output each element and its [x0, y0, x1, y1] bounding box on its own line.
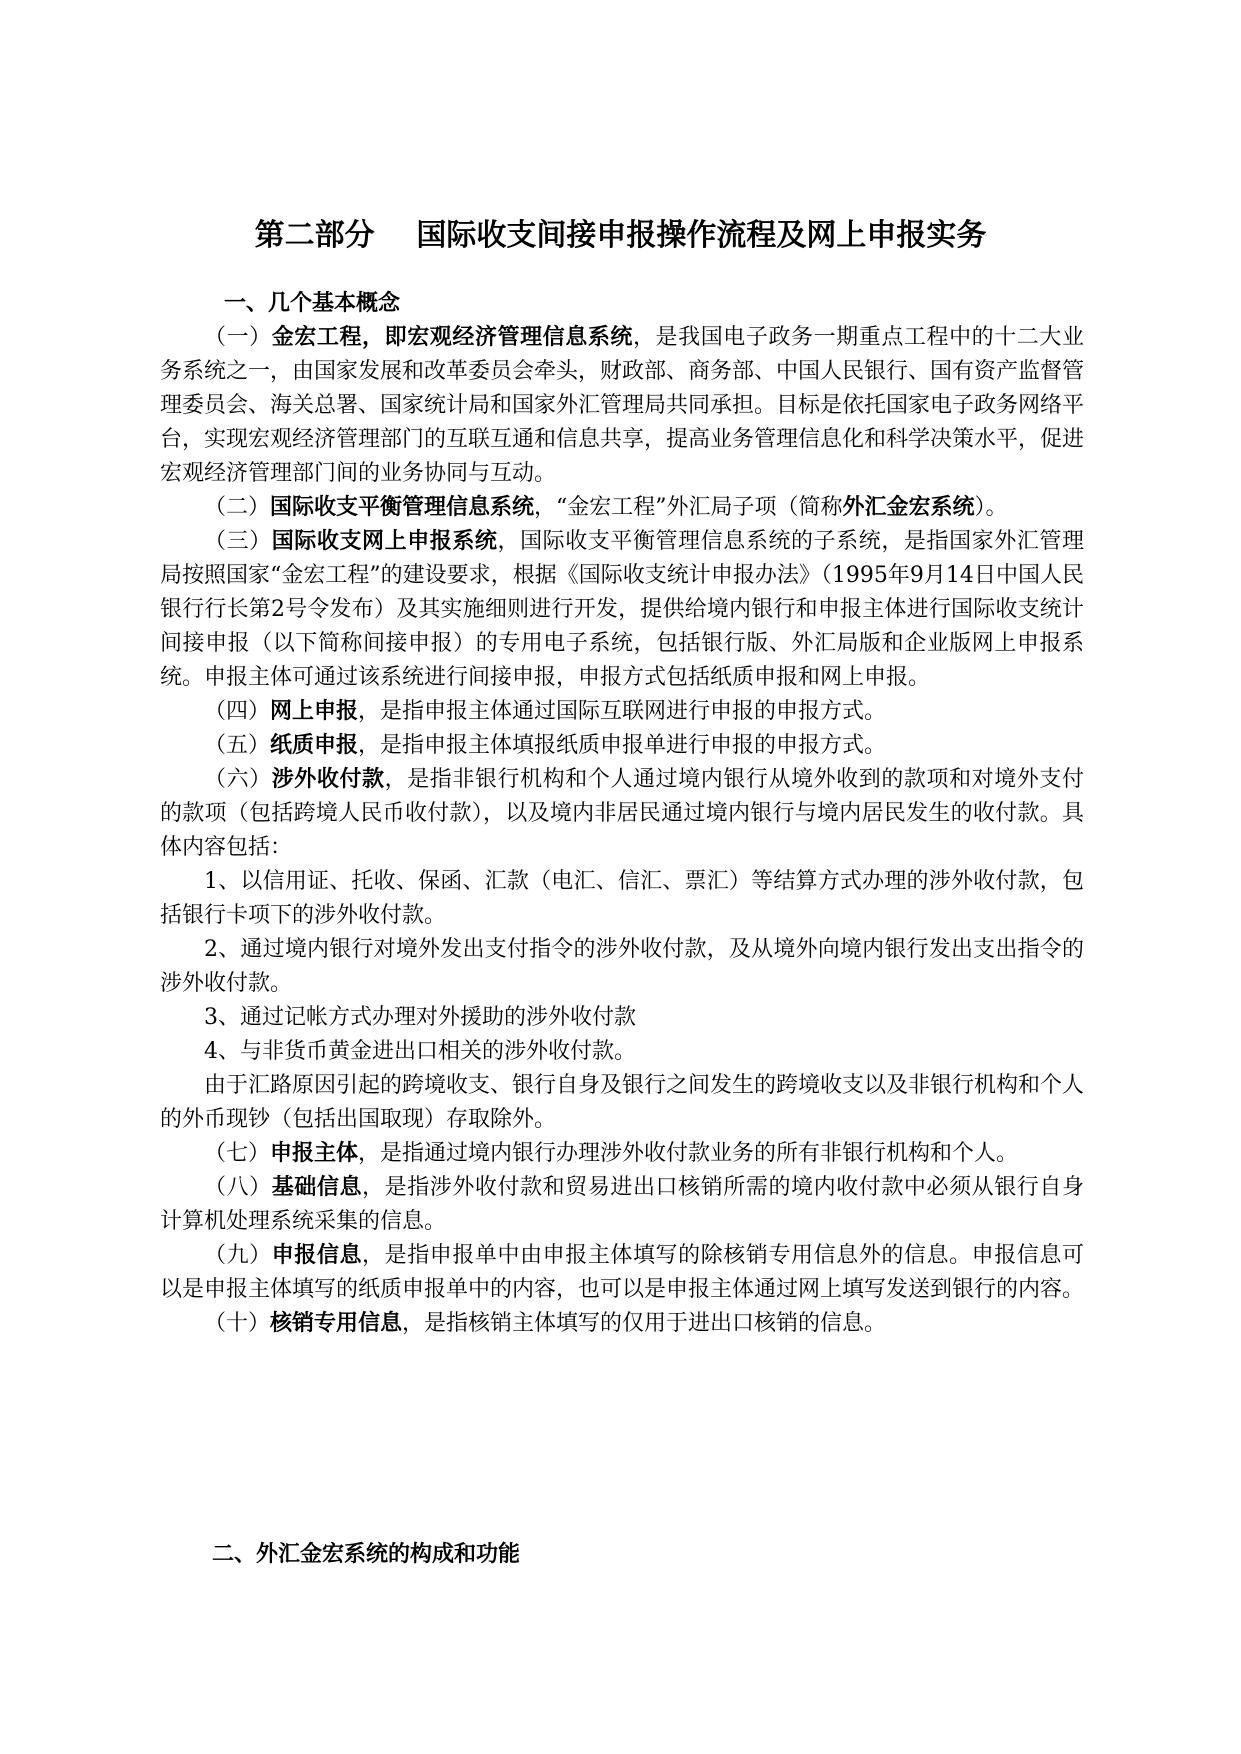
paragraph-item-2: （二）国际收支平衡管理信息系统，“金宏工程”外汇局子项（简称外汇金宏系统）。 — [204, 495, 1008, 520]
paragraph-item-5: （五）纸质申报，是指申报主体填报纸质申报单进行申报的申报方式。 — [204, 733, 887, 758]
paragraph-item-4: （四）网上申报，是指申报主体通过国际互联网进行申报的申报方式。 — [204, 699, 887, 724]
page-title: 第二部分 国际收支间接申报操作流程及网上申报实务 — [254, 218, 987, 253]
section-heading-1: 一、几个基本概念 — [224, 291, 401, 316]
paragraph-item-6: （六）涉外收付款，是指非银行机构和个人通过境内银行从境外收到的款项和对境外支付的款项（包括跨境人民币收付款），以及境内非居民通过境内银行与境内居民发生的收付款。具体内容包括： — [160, 767, 1084, 860]
sub-item-4: 4、与非货币黄金进出口相关的涉外收付款。 — [204, 1039, 636, 1064]
paragraph-item-3: （三）国际收支网上申报系统，国际收支平衡管理信息系统的子系统，是指国家外汇管理局按照国家“金宏工程”的建设要求，根据《国际收支统计申报办法》（1995年9月14日中国人民银行行长第2号令发布）及其实施细则进行开发，提供给境内银行和申报主体进行国际收支统计间接申报（以下简称间接申报）的专用电子系统，包括银行版、外汇局版和企业版网上申报系统。申报主体可通过该系统进行间接申报，申报方式包括纸质申报和网上申报。 — [160, 529, 1084, 690]
paragraph-item-8: （八）基础信息，是指涉外收付款和贸易进出口核销所需的境内收付款中必须从银行自身计算机处理系统采集的信息。 — [160, 1175, 1084, 1234]
sub-item-1: 1、以信用证、托收、保函、汇款（电汇、信汇、票汇）等结算方式办理的涉外收付款，包括银行卡项下的涉外收付款。 — [160, 869, 1084, 928]
paragraph-item-1: （一）金宏工程，即宏观经济管理信息系统，是我国电子政务一期重点工程中的十二大业务系统之一，由国家发展和改革委员会牵头，财政部、商务部、中国人民银行、国有资产监督管理委员会、海关总署、国家统计局和国家外汇管理局共同承担。目标是依托国家电子政务网络平台，实现宏观经济管理部门的互联互通和信息共享，提高业务管理信息化和科学决策水平，促进宏观经济管理部门间的业务协同与互动。 — [160, 325, 1085, 486]
exclusion-note: 由于汇路原因引起的跨境收支、银行自身及银行之间发生的跨境收支以及非银行机构和个人的外币现钞（包括出国取现）存取除外。 — [160, 1073, 1085, 1132]
section-heading-2: 二、外汇金宏系统的构成和功能 — [212, 1542, 521, 1567]
sub-item-2: 2、通过境内银行对境外发出支付指令的涉外收付款，及从境外向境内银行发出支出指令的涉外收付款。 — [160, 937, 1084, 996]
paragraph-item-9: （九）申报信息，是指申报单中由申报主体填写的除核销专用信息外的信息。申报信息可以是申报主体填写的纸质申报单中的内容，也可以是申报主体通过网上填写发送到银行的内容。 — [160, 1243, 1085, 1302]
sub-item-3: 3、通过记帐方式办理对外援助的涉外收付款 — [204, 1005, 636, 1030]
paragraph-item-10: （十）核销专用信息，是指核销主体填写的仅用于进出口核销的信息。 — [204, 1311, 887, 1336]
paragraph-item-7: （七）申报主体，是指通过境内银行办理涉外收付款业务的所有非银行机构和个人。 — [204, 1141, 1019, 1166]
document-body — [160, 287, 1084, 1341]
